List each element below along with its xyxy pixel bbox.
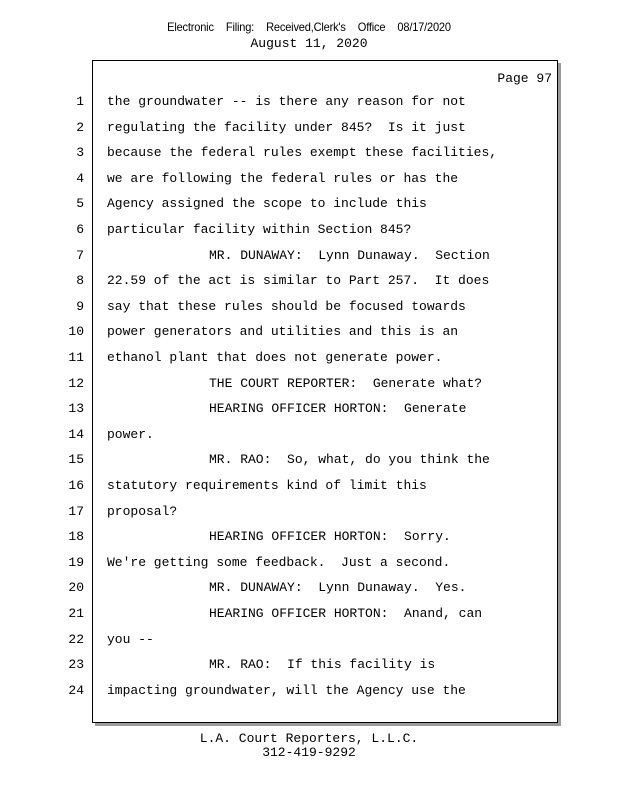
- line-number: 4: [76, 170, 84, 186]
- line-number: 5: [76, 196, 84, 212]
- stamp-word: Electronic: [167, 20, 214, 34]
- line-number: 17: [68, 503, 84, 519]
- transcript-line: [0, 478, 560, 498]
- stamp-word: Received,Clerk's: [266, 20, 346, 34]
- transcript-line: [0, 580, 560, 600]
- line-number: 1: [76, 94, 84, 109]
- transcript-line: [0, 555, 560, 575]
- reporter-company: L.A. Court Reporters, L.L.C.: [199, 731, 419, 746]
- transcript-line: [0, 94, 560, 114]
- line-text: HEARING OFFICER HORTON: Generate: [209, 401, 467, 417]
- line-text: you --: [107, 631, 154, 647]
- line-text: proposal?: [107, 503, 178, 519]
- line-text: particular facility within Section 845?: [107, 222, 412, 237]
- line-text: power.: [107, 426, 154, 442]
- stamp-word: Filing:: [225, 20, 255, 34]
- line-text: 22.59 of the act is similar to Part 257. It does: [107, 273, 490, 289]
- line-number: 6: [76, 222, 84, 237]
- line-text: MR. RAO: So, what, do you think the: [209, 452, 490, 468]
- transcript-line: [0, 171, 560, 191]
- line-text: say that these rules should be focused towards: [107, 298, 466, 314]
- transcript-line: [0, 273, 560, 293]
- line-number: 7: [76, 247, 84, 263]
- line-text: power generators and utilities and this is an: [107, 324, 459, 340]
- transcript-line: [0, 452, 560, 472]
- line-text: Agency assigned the scope to include this: [107, 196, 427, 212]
- transcript-line: [0, 222, 560, 242]
- line-number: 16: [68, 478, 84, 493]
- transcript-line: [0, 529, 560, 549]
- transcript-line: [0, 350, 560, 370]
- line-text: MR. DUNAWAY: Lynn Dunaway. Section: [209, 247, 490, 263]
- footer: [0, 732, 618, 760]
- transcript-line: [0, 324, 560, 344]
- line-number: 15: [68, 452, 84, 468]
- line-text: ethanol plant that does not generate power.: [107, 350, 443, 365]
- stamp-date: 08/17/2020: [397, 20, 451, 34]
- transcript-line: [0, 504, 560, 524]
- line-text: HEARING OFFICER HORTON: Sorry.: [209, 529, 451, 545]
- line-number: 10: [68, 324, 84, 340]
- line-text: the groundwater -- is there any reason for not: [107, 94, 466, 109]
- line-number: 24: [68, 682, 84, 698]
- line-number: 21: [68, 606, 84, 621]
- transcript-line: [0, 120, 560, 140]
- line-number: 18: [68, 529, 84, 545]
- line-number: 20: [68, 580, 84, 596]
- line-text: HEARING OFFICER HORTON: Anand, can: [209, 606, 483, 621]
- line-number: 2: [76, 119, 84, 135]
- transcript-line: [0, 632, 560, 652]
- reporter-phone: 312-419-9292: [262, 745, 356, 760]
- page-number: Page 97: [497, 71, 552, 86]
- transcript-line: [0, 657, 560, 677]
- line-number: 3: [76, 145, 84, 161]
- line-number: 14: [68, 426, 84, 442]
- line-text: THE COURT REPORTER: Generate what?: [209, 375, 483, 391]
- transcript-line: [0, 683, 560, 703]
- line-text: MR. RAO: If this facility is: [209, 657, 436, 673]
- line-text: because the federal rules exempt these facilities,: [107, 145, 498, 161]
- line-number: 8: [76, 273, 84, 289]
- line-number: 11: [68, 350, 84, 365]
- transcript-line: [0, 196, 560, 216]
- transcript-line: [0, 376, 560, 396]
- line-number: 23: [68, 657, 84, 673]
- line-text: We're getting some feedback. Just a second.: [107, 554, 451, 570]
- hearing-date: August 11, 2020: [250, 36, 368, 51]
- transcript-line: [0, 427, 560, 447]
- line-text: MR. DUNAWAY: Lynn Dunaway. Yes.: [209, 580, 467, 596]
- line-text: impacting groundwater, will the Agency use the: [107, 682, 466, 698]
- line-number: 19: [68, 554, 84, 570]
- transcript-line: [0, 299, 560, 319]
- line-text: statutory requirements kind of limit this: [107, 478, 427, 493]
- line-number: 13: [68, 401, 84, 417]
- filing-stamp: [25, 20, 594, 34]
- line-number: 22: [68, 631, 84, 647]
- line-number: 9: [76, 298, 84, 314]
- transcript-line: [0, 606, 560, 626]
- line-text: regulating the facility under 845? Is it just: [107, 119, 466, 135]
- transcript-line: [0, 401, 560, 421]
- transcript-line: [0, 145, 560, 165]
- transcript-line: [0, 248, 560, 268]
- line-text: we are following the federal rules or has the: [107, 170, 459, 186]
- stamp-word: Office: [357, 20, 386, 34]
- line-number: 12: [68, 375, 84, 391]
